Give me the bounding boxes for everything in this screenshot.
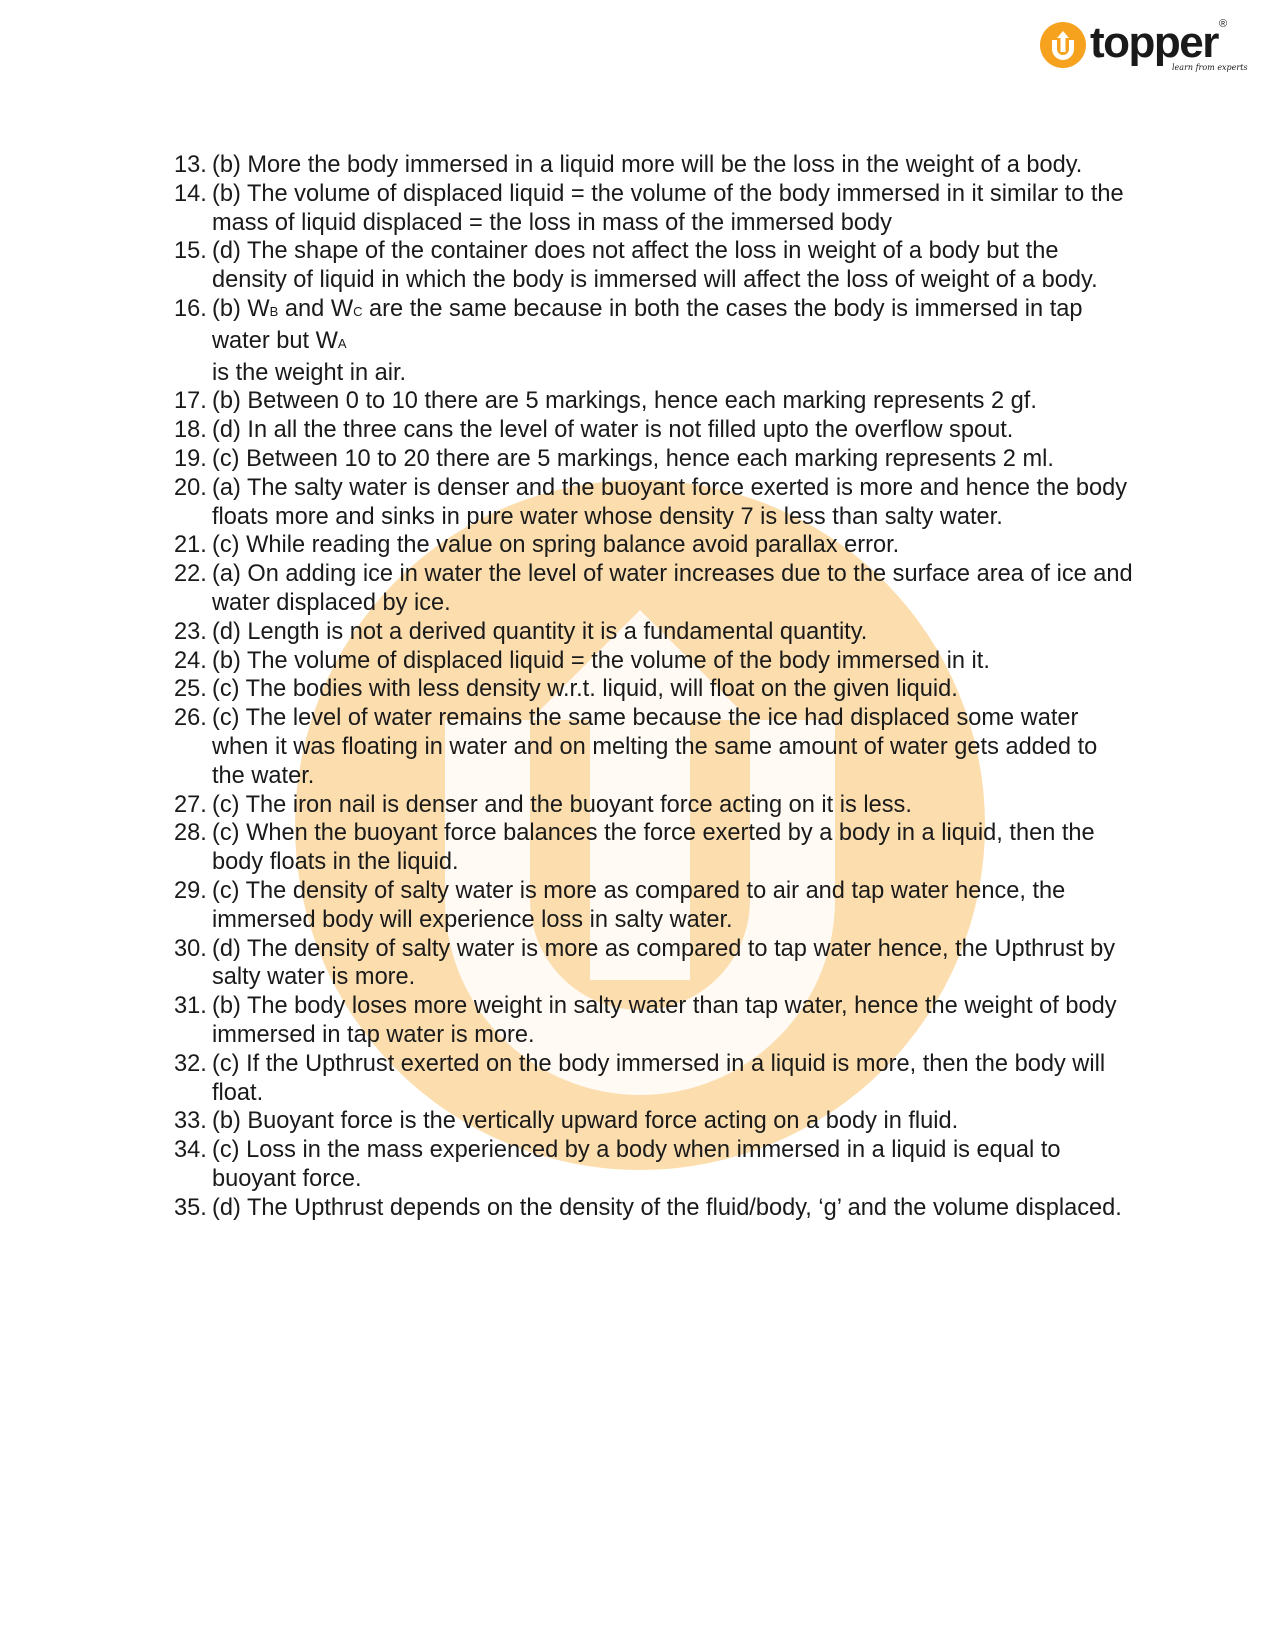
answer-item-33 bbox=[174, 1107, 1134, 1136]
answer-item-30 bbox=[174, 935, 1134, 993]
answer-item-23 bbox=[174, 618, 1134, 647]
answer-text: (c) The iron nail is denser and the buoyant force acting on it is less. bbox=[212, 791, 912, 818]
answer-item-18 bbox=[174, 416, 1134, 445]
answer-text: (c) The density of salty water is more as compared to air and tap water hence, the immersed body will experience loss in salty water. bbox=[212, 877, 1066, 933]
answer-number: 28. bbox=[174, 820, 207, 847]
answer-item-34 bbox=[174, 1136, 1134, 1194]
answer-number: 13. bbox=[174, 152, 207, 178]
answer-number: 29. bbox=[174, 877, 207, 904]
answer-text: (c) The bodies with less density w.r.t. liquid, will float on the given liquid. bbox=[212, 676, 958, 703]
answer-text: (b) More the body immersed in a liquid more will be the loss in the weight of a body. bbox=[212, 152, 1083, 178]
answer-text: (c) The level of water remains the same because the ice had displaced some water when it was floating in water and on melting the same amount of water gets added to the water. bbox=[212, 705, 1098, 789]
answer-item-14 bbox=[174, 180, 1134, 238]
answer-text: (d) The shape of the container does not affect the loss in weight of a body but the density of liquid in which the body is immersed will affect the loss of weight of a body. bbox=[212, 238, 1098, 294]
answer-item-22 bbox=[174, 560, 1134, 618]
answer-text: (b) Between 0 to 10 there are 5 markings, hence each marking represents 2 gf. bbox=[212, 388, 1037, 415]
answer-text: (d) The density of salty water is more as compared to tap water hence, the Upthrust by salty water is more. bbox=[212, 935, 1116, 991]
answer-item-21 bbox=[174, 531, 1134, 560]
answer-number: 26. bbox=[174, 705, 207, 732]
answer-list bbox=[174, 151, 1134, 1222]
answer-text: (b) The volume of displaced liquid = the volume of the body immersed in it similar to the mass of liquid displaced = the loss in mass of the immersed body bbox=[212, 180, 1124, 236]
answer-text: (a) The salty water is denser and the buoyant force exerted is more and hence the body floats more and sinks in pure water whose density 7 is less than salty water. bbox=[212, 474, 1128, 530]
answer-item-28 bbox=[174, 819, 1134, 877]
answer-text: (d) In all the three cans the level of water is not filled upto the overflow spout. bbox=[212, 417, 1014, 444]
answer-text: (c) Between 10 to 20 there are 5 markings, hence each marking represents 2 ml. bbox=[212, 445, 1054, 472]
answer-item-25 bbox=[174, 675, 1134, 704]
answer-text: (c) When the buoyant force balances the force exerted by a body in a liquid, then the body floats in the liquid. bbox=[212, 820, 1095, 876]
answer-number: 25. bbox=[174, 676, 207, 703]
answer-item-24 bbox=[174, 647, 1134, 676]
answer-number: 23. bbox=[174, 618, 207, 645]
answer-text: (b) The body loses more weight in salty water than tap water, hence the weight of body immersed in tap water is more. bbox=[212, 993, 1117, 1048]
topper-u-logo-icon bbox=[1040, 22, 1086, 68]
answer-item-13 bbox=[174, 151, 1134, 180]
answer-number: 22. bbox=[174, 561, 207, 588]
answer-text: (d) Length is not a derived quantity it is a fundamental quantity. bbox=[212, 618, 868, 645]
answer-number: 15. bbox=[174, 238, 207, 265]
answer-text: (a) On adding ice in water the level of water increases due to the surface area of ice and water displaced by ice. bbox=[212, 561, 1133, 616]
answer-number: 31. bbox=[174, 993, 207, 1020]
answer-item-31 bbox=[174, 992, 1134, 1050]
answer-number: 34. bbox=[174, 1137, 207, 1164]
answer-number: 17. bbox=[174, 388, 207, 415]
answer-number: 27. bbox=[174, 791, 207, 818]
answer-text: (d) The Upthrust depends on the density of the fluid/body, ‘g’ and the volume displaced. bbox=[212, 1194, 1122, 1221]
answer-number: 33. bbox=[174, 1108, 207, 1135]
registered-mark: ® bbox=[1219, 18, 1228, 30]
answer-item-20 bbox=[174, 474, 1134, 532]
answer-item-27 bbox=[174, 791, 1134, 820]
answer-item-32 bbox=[174, 1050, 1134, 1108]
answer-number: 35. bbox=[174, 1194, 207, 1221]
answer-number: 32. bbox=[174, 1050, 207, 1077]
answer-text: (c) While reading the value on spring balance avoid parallax error. bbox=[212, 532, 900, 559]
answer-text: (c) If the Upthrust exerted on the body immersed in a liquid is more, then the body will float. bbox=[212, 1050, 1106, 1106]
answer-number: 19. bbox=[174, 445, 207, 472]
answer-item-35 bbox=[174, 1194, 1134, 1223]
answer-number: 18. bbox=[174, 417, 207, 444]
answer-item-17 bbox=[174, 387, 1134, 416]
answer-number: 24. bbox=[174, 647, 207, 674]
answer-text: (b) The volume of displaced liquid = the volume of the body immersed in it. bbox=[212, 647, 990, 674]
answer-item-19 bbox=[174, 445, 1134, 474]
answer-text: (b) Buoyant force is the vertically upward force acting on a body in fluid. bbox=[212, 1108, 959, 1135]
answer-item-29 bbox=[174, 877, 1134, 935]
answer-number: 16. bbox=[174, 295, 207, 322]
logo-wordmark: topper bbox=[1090, 18, 1218, 67]
answer-number: 21. bbox=[174, 532, 207, 559]
answer-number: 14. bbox=[174, 180, 207, 207]
logo-tagline: learn from experts bbox=[1172, 63, 1248, 72]
answer-number: 30. bbox=[174, 935, 207, 962]
answer-item-16 bbox=[174, 295, 1134, 387]
topper-logo bbox=[1040, 16, 1248, 78]
answer-text: (b) WB and WC are the same because in both the cases the body is immersed in tap water but WA is the weight in air. bbox=[212, 295, 1083, 386]
answer-item-15 bbox=[174, 237, 1134, 295]
answer-text: (c) Loss in the mass experienced by a body when immersed in a liquid is equal to buoyant force. bbox=[212, 1137, 1061, 1192]
answer-item-26 bbox=[174, 704, 1134, 790]
answer-number: 20. bbox=[174, 474, 207, 501]
